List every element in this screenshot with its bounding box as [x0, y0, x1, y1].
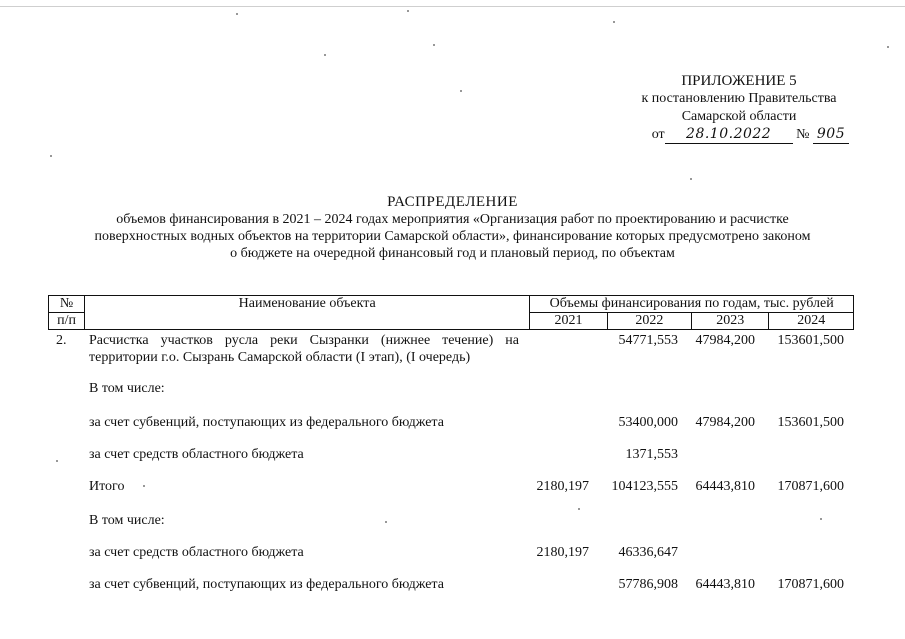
table-row [48, 332, 854, 365]
date-prefix: от [651, 127, 665, 142]
year-header: 2022 [607, 313, 692, 330]
year-header: 2023 [692, 313, 769, 330]
cell-2023: 64443,810 [695, 479, 755, 494]
cell-2023: 47984,200 [695, 333, 755, 348]
scan-speck [578, 508, 580, 510]
row-label: за счет субвенций, поступающих из федерального бюджета [89, 577, 444, 592]
col-name-header: Наименование объекта [85, 296, 530, 330]
cell-2024: 170871,600 [777, 577, 844, 592]
handwritten-date: 28.10.2022 [686, 126, 772, 142]
page-top-edge [0, 6, 905, 7]
table-row [48, 478, 854, 498]
cell-2023: 47984,200 [695, 415, 755, 430]
table-row [48, 544, 854, 564]
table-row [48, 512, 854, 532]
scan-speck [433, 44, 435, 46]
table-row [48, 414, 854, 434]
scan-speck [690, 178, 692, 180]
row-label: В том числе: [89, 381, 165, 396]
col-num-line-1: № [59, 296, 74, 311]
heading-line-1: объемов финансирования в 2021 – 2024 годах мероприятия «Организация работ по проектированию и расчистке [116, 212, 789, 227]
handwritten-number: 905 [816, 126, 846, 142]
col-num-header-2: п/п [49, 313, 85, 330]
cell-2021: 2180,197 [536, 545, 589, 560]
scan-speck [613, 21, 615, 23]
scan-speck [887, 46, 889, 48]
appendix-line-2: Самарской области [681, 109, 797, 124]
scan-speck [50, 155, 52, 157]
cell-2024: 153601,500 [777, 415, 844, 430]
cell-2022: 1371,553 [625, 447, 678, 462]
table-row [48, 380, 854, 400]
cell-2022: 46336,647 [618, 545, 678, 560]
scan-speck [407, 10, 409, 12]
cell-2022: 53400,000 [618, 415, 678, 430]
cell-2024: 170871,600 [777, 479, 844, 494]
row-label: за счет субвенций, поступающих из федерального бюджета [89, 415, 444, 430]
col-group-header: Объемы финансирования по годам, тыс. рублей [530, 296, 854, 313]
appendix-block [629, 72, 849, 144]
table-row [48, 446, 854, 466]
appendix-date-number [629, 126, 849, 144]
cell-2022: 104123,555 [611, 479, 678, 494]
financing-table-header [48, 295, 854, 330]
scan-speck [236, 13, 238, 15]
heading-title: РАСПРЕДЕЛЕНИЕ [387, 194, 518, 210]
cell-2021: 2180,197 [536, 479, 589, 494]
row-label: В том числе: [89, 513, 165, 528]
year-header: 2021 [530, 313, 607, 330]
number-field [813, 126, 849, 144]
appendix-line-1: к постановлению Правительства [641, 91, 837, 106]
cell-2022: 54771,553 [618, 333, 678, 348]
row-label: Итого [89, 479, 125, 494]
cell-2022: 57786,908 [618, 577, 678, 592]
appendix-title: ПРИЛОЖЕНИЕ 5 [681, 73, 797, 89]
cell-2024: 153601,500 [777, 333, 844, 348]
number-prefix: № [796, 127, 810, 142]
cell-2023: 64443,810 [695, 577, 755, 592]
scan-speck [460, 90, 462, 92]
date-field [665, 126, 793, 144]
document-heading [0, 194, 905, 262]
col-num-header [49, 296, 85, 313]
row-number: 2. [56, 333, 67, 348]
heading-line-2: поверхностных водных объектов на территории Самарской области», финансирование которых предусмотрено законом [94, 229, 811, 244]
year-header: 2024 [769, 313, 854, 330]
row-label: за счет средств областного бюджета [89, 545, 304, 560]
scan-speck [324, 54, 326, 56]
heading-line-3: о бюджете на очередной финансовый год и плановый период, по объектам [230, 246, 675, 261]
row-label: за счет средств областного бюджета [89, 447, 304, 462]
table-row [48, 576, 854, 596]
row-label: Расчистка участков русла реки Сызранки (нижнее течение) на территории г.о. Сызрань Самарской области (I этап), (I очередь) [89, 333, 519, 365]
